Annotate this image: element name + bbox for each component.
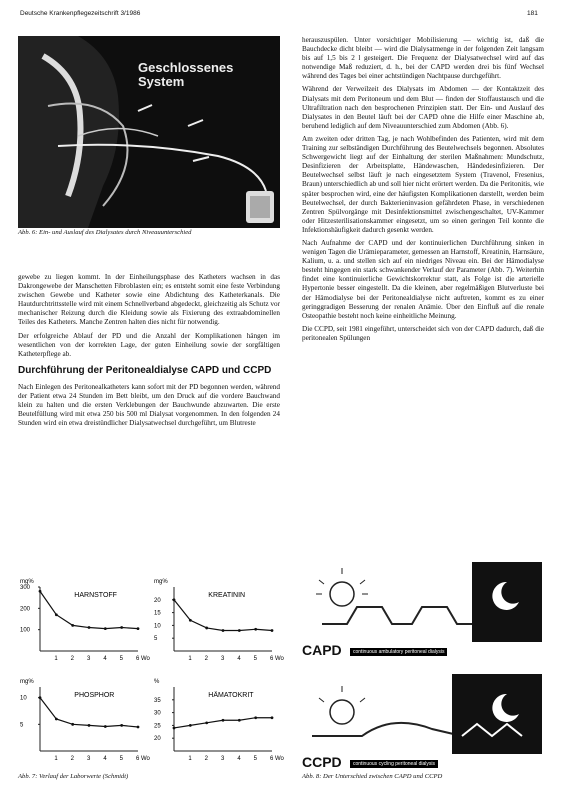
y-tick-label: 200 xyxy=(20,606,31,613)
data-point xyxy=(189,724,192,727)
y-tick-label: 5 xyxy=(20,722,24,729)
data-point xyxy=(55,718,58,721)
data-point xyxy=(137,726,140,729)
data-point xyxy=(205,627,208,630)
data-point xyxy=(238,719,241,722)
figure-title: Geschlossenes System xyxy=(138,60,234,89)
capd-description: continuous ambulatory peritoneal dialysis xyxy=(350,648,447,656)
ccpd-day-night-illustration xyxy=(302,674,542,754)
data-point xyxy=(88,724,91,727)
data-point xyxy=(39,696,42,699)
page-number: 181 xyxy=(527,10,538,17)
paragraph: gewebe zu liegen kommt. In der Einheilungsphase des Katheters wachsen in das Dakrongewebe der Manschetten Fibroblasten ein; es entsteht somit eine feste Verbindung zwischen Gewebe und Katheter sowie eine Abdichtung des Katheterkanals. Die Hautdurchtrittsstelle wird mit einem Schnellverband abgedeckt, gleichzeitig als Schutz vor mechanischer Reizung durch die Kleidung sowie als Fixierung des extraabdominellen Teiles des Katheters. Manche Zentren halten dies nicht für notwendig. xyxy=(18,273,280,327)
data-point xyxy=(137,627,140,630)
x-tick-label: 4 xyxy=(103,656,107,662)
x-tick-label: 5 xyxy=(119,656,124,662)
unit-label: mg% xyxy=(154,579,168,585)
data-point xyxy=(104,725,107,728)
capd-panel xyxy=(302,562,542,670)
x-tick-label: 3 xyxy=(221,656,225,662)
x-tick-label: 2 xyxy=(204,756,209,762)
x-tick-label: 5 xyxy=(253,656,258,662)
chart-title: PHOSPHOR xyxy=(74,692,115,699)
lab-chart-hämatokrit xyxy=(152,675,284,767)
x-tick-label: 3 xyxy=(221,756,225,762)
y-tick-label: 20 xyxy=(154,736,161,743)
figure-7-caption: Abb. 7: Verlauf der Laborwerte (Schmidt) xyxy=(18,773,129,780)
series-line xyxy=(40,698,138,727)
x-tick-label: 6 Wo xyxy=(136,756,150,762)
ccpd-description: continuous cycling peritoneal dialysis xyxy=(350,760,438,768)
data-point xyxy=(173,598,176,601)
data-point xyxy=(71,723,74,726)
paragraph: herauszuspülen. Unter vorsichtiger Mobilisierung — wichtig ist, daß die Bauchdecke dicht bleibt — wird die Dialysatmenge in der folgenden Zeit langsam bis auf 1,5 bis 2 l gesteigert. Die Frequenz der Dialysatwechsel wird auf das notwendige Maß reduziert, d. h., bei der CAPD werden drei bis fünf Wechsel während des Tages bei einer achtstündigen Nachtpause durchgeführt. xyxy=(302,36,544,81)
y-tick-label: 35 xyxy=(154,697,161,704)
chart-title: HARNSTOFF xyxy=(74,592,117,599)
data-point xyxy=(88,626,91,629)
right-text-column xyxy=(302,36,544,347)
x-tick-label: 1 xyxy=(54,656,58,662)
x-tick-label: 6 Wo xyxy=(136,656,150,662)
chart-title: KREATININ xyxy=(208,592,246,599)
section-heading: Durchführung der Peritonealdialyse CAPD und CCPD xyxy=(18,364,272,376)
figure-closed-system xyxy=(18,36,280,228)
y-tick-label: 100 xyxy=(20,627,31,634)
x-tick-label: 2 xyxy=(70,656,75,662)
data-point xyxy=(271,716,274,719)
ccpd-panel xyxy=(302,674,542,782)
ccpd-label: CCPD xyxy=(302,754,342,770)
capd-label: CAPD xyxy=(302,642,342,658)
lab-chart-phosphor xyxy=(18,675,150,767)
x-tick-label: 4 xyxy=(237,656,241,662)
journal-header: Deutsche Krankenpflegezeitschrift 3/1986 xyxy=(20,10,141,17)
data-point xyxy=(104,627,107,630)
x-tick-label: 3 xyxy=(87,756,91,762)
x-tick-label: 4 xyxy=(237,756,241,762)
x-tick-label: 4 xyxy=(103,756,107,762)
data-point xyxy=(173,727,176,730)
y-tick-label: 10 xyxy=(154,623,161,630)
x-tick-label: 6 Wo xyxy=(270,656,284,662)
y-tick-label: 300 xyxy=(20,585,31,591)
y-tick-label: 30 xyxy=(154,710,161,717)
data-point xyxy=(222,719,225,722)
capd-day-night-illustration xyxy=(302,562,542,642)
x-tick-label: 5 xyxy=(253,756,258,762)
x-tick-label: 2 xyxy=(70,756,75,762)
y-tick-label: 25 xyxy=(154,723,161,730)
data-point xyxy=(120,724,123,727)
data-point xyxy=(189,619,192,622)
data-point xyxy=(39,590,42,593)
paragraph: Am zweiten oder dritten Tag, je nach Wohlbefinden des Patienten, wird mit dem Training zur selbständigen Durchführung des Beutelwechsels begonnen. Absolutes Schwergewicht liegt auf der Einhaltung der sterilen Maßnahmen: Mundschutz, Desinfizieren der Arbeitsplatte, Händewaschen, Händedesinfizieren. Der Beutelwechsel selbst läuft je nach eingesetztem System (Travenol, Fresenius, Braun) unterschiedlich ab und soll hier nicht erörtert werden. Da die Peritonitis, wie später besprochen wird, eine der häufigsten Komplikationen darstellt, werden beim Beutelwechsel, der durch Bakterieninvasion gefährdeten Phase, in verschiedenen Zentren Spülvorgänge mit Desinfektionsmittel zwischengeschaltet, UV-Kammer oder Hitzesterilisationskammer eingesetzt, um so einen geringen Teil konnte die Infektionshäufigkeit dadurch gesenkt werden. xyxy=(302,134,544,234)
x-tick-label: 1 xyxy=(188,656,192,662)
figure-8-caption: Abb. 8: Der Unterschied zwischen CAPD und CCPD xyxy=(302,773,443,780)
unit-label: mg% xyxy=(20,679,34,685)
sun-icon xyxy=(330,582,354,606)
x-tick-label: 1 xyxy=(54,756,58,762)
paragraph: Die CCPD, seit 1981 eingeführt, unterscheidet sich von der CAPD dadurch, daß die peritonealen Spülungen xyxy=(302,324,544,342)
chart-title: HÄMATOKRIT xyxy=(208,692,254,699)
data-point xyxy=(205,721,208,724)
series-line xyxy=(174,600,272,631)
data-point xyxy=(238,629,241,632)
paragraph: Nach Einlegen des Peritonealkatheters kann sofort mit der PD begonnen werden, während der Patient etwa 24 Stunden im Bett bleibt, um den Druck auf die vordere Bauchwand klein zu halten und die ersten Verklebungen der Bauchwunde abzuwarten. Die erste Beutelfüllung wird mit etwa 250 bis 500 ml Dialysat vorgenommen. In den folgenden 24 Stunden wird ein etwa dreistündlicher Dialysatwechsel durchgeführt, um Blutreste xyxy=(18,382,280,428)
paragraph: Der erfolgreiche Ablauf der PD und die Anzahl der Komplikationen hängen im wesentlichen von der korrekten Lage, der guten Einheilung sowie der sorgfältigen Katheterpflege ab. xyxy=(18,331,280,358)
data-point xyxy=(222,629,225,632)
unit-label: % xyxy=(154,679,160,685)
figure-lab-values xyxy=(18,575,284,770)
data-point xyxy=(254,716,257,719)
x-tick-label: 5 xyxy=(119,756,124,762)
x-tick-label: 6 Wo xyxy=(270,756,284,762)
x-tick-label: 3 xyxy=(87,656,91,662)
data-point xyxy=(271,629,274,632)
figure-capd-ccpd xyxy=(302,562,542,784)
y-tick-label: 10 xyxy=(20,695,27,702)
unit-label: mg% xyxy=(20,579,34,585)
x-tick-label: 1 xyxy=(188,756,192,762)
data-point xyxy=(71,624,74,627)
data-point xyxy=(120,626,123,629)
y-tick-label: 20 xyxy=(154,597,161,604)
x-tick-label: 2 xyxy=(204,656,209,662)
data-point xyxy=(55,613,58,616)
figure-6-caption: Abb. 6: Ein- und Auslauf des Dialysates durch Niveauunterschied xyxy=(18,229,192,236)
paragraph: Während der Verweilzeit des Dialysats im Abdomen — der Kontaktzeit des Dialysats mit dem Peritoneum und dem Blut — finden der Stoffaustausch und die Ultrafiltration nach den besprochenen Prinzipien statt. Der Ein- und Auslauf des Dialysates in den Beutel läuft bei der CAPD ohne die Hilfe einer Maschine ab, beruhend lediglich auf dem Niveauunterschied zum Abdomen (Abb. 6). xyxy=(302,85,544,130)
y-tick-label: 5 xyxy=(154,636,158,643)
left-text-column xyxy=(18,273,280,432)
lab-chart-kreatinin xyxy=(152,575,284,667)
lab-chart-harnstoff xyxy=(18,575,150,667)
sun-icon xyxy=(330,700,354,724)
y-tick-label: 15 xyxy=(154,610,161,617)
data-point xyxy=(254,628,257,631)
paragraph: Nach Aufnahme der CAPD und der kontinuierlichen Durchführung sinken in wenigen Tagen die Urämieparameter, gemessen an Harnstoff, Kreatinin, Harnsäure, Kalium, u. a. und stellen sich auf ein niedriges Niveau ein. Bei der Hämodialyse besteht hingegen ein stark schwankender Verlauf der Parameter (Abb. 7). Weiterhin findet eine kontinuierliche Gewichtskorrektur statt, als Folge ist die arterielle Hypertonie besser eingestellt. Da die kleinen, aber regelmäßigen Blutverluste bei der Hämodialyse bei der Peritonealdialyse nicht auftreten, kommt es zu einer geringgradigen Besserung der renalen Anämie. Über den Einfluß auf die renale Osteopathie besteht noch keine einheitliche Meinung. xyxy=(302,238,544,320)
